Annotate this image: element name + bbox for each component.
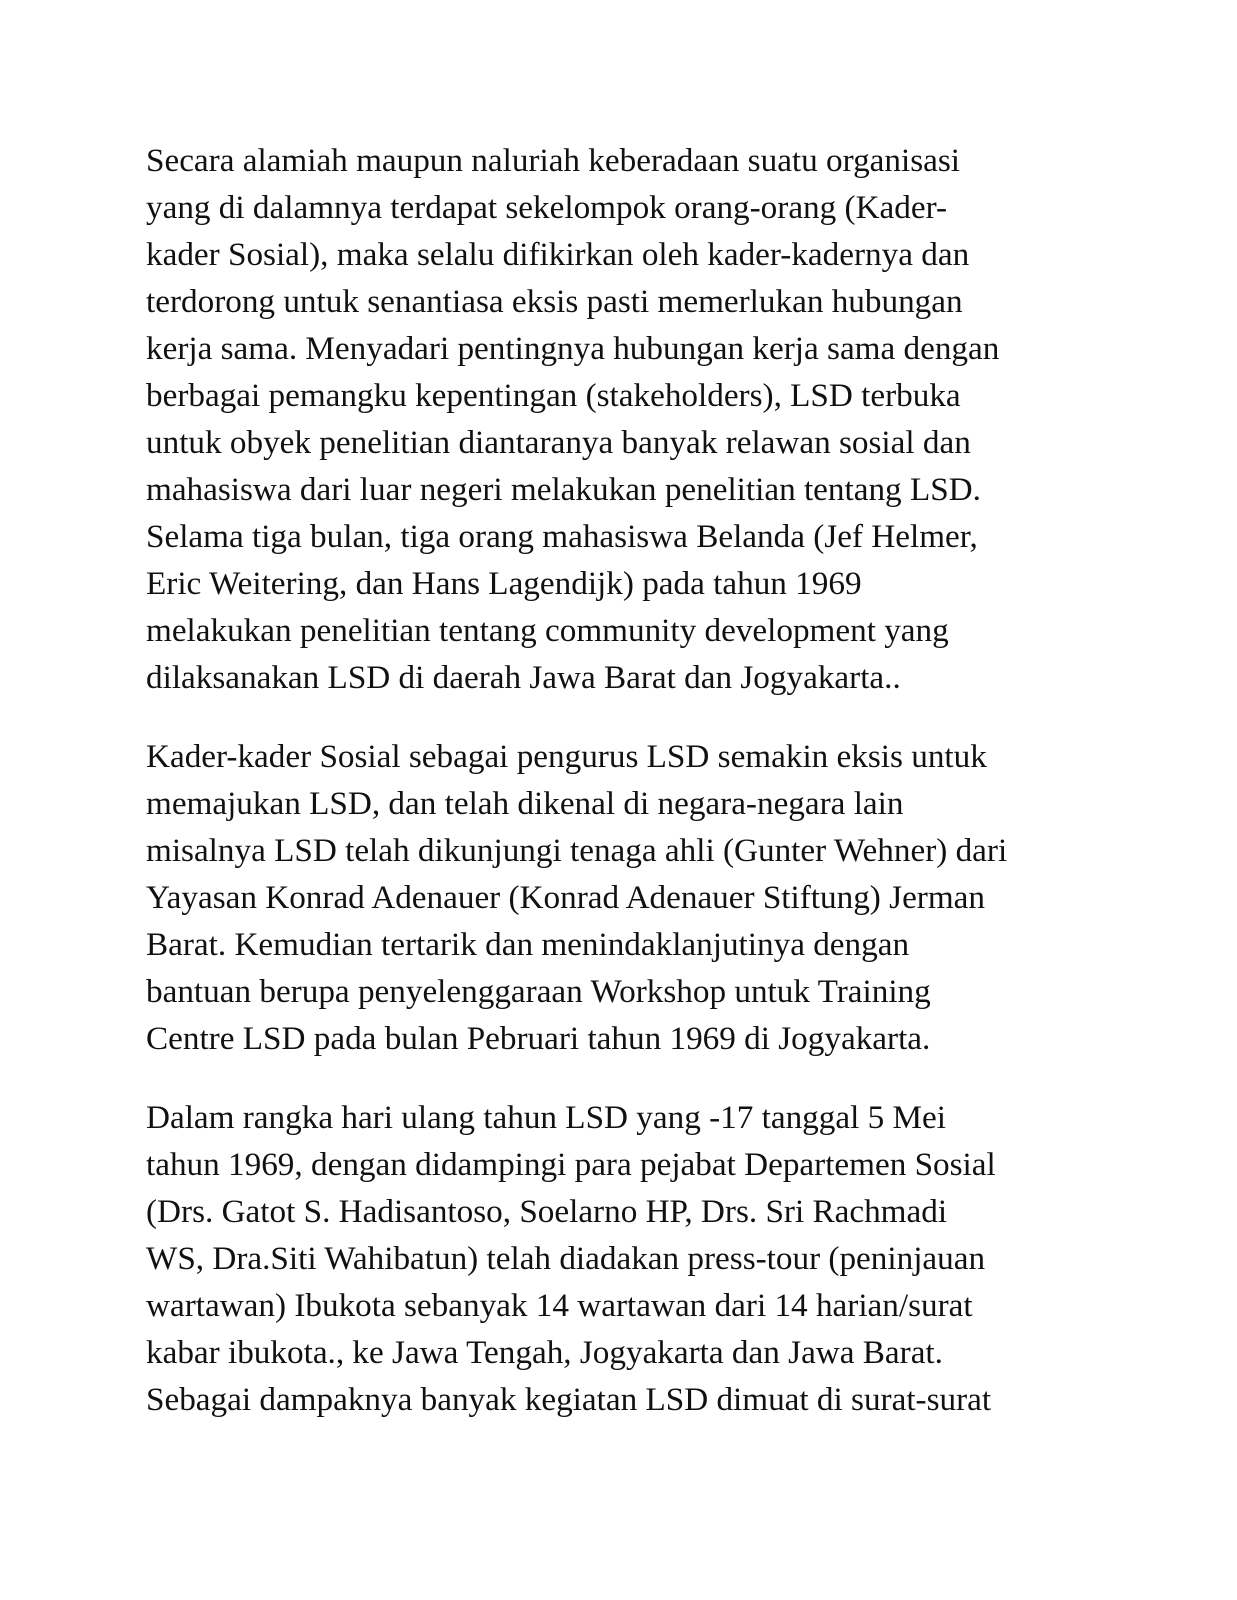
text-line: mahasiswa dari luar negeri melakukan penelitian tentang LSD. — [146, 471, 981, 508]
text-line: wartawan) Ibukota sebanyak 14 wartawan dari 14 harian/surat — [146, 1287, 973, 1324]
text-line: melakukan penelitian tentang community development yang — [146, 612, 949, 649]
text-line: Selama tiga bulan, tiga orang mahasiswa Belanda (Jef Helmer, — [146, 518, 978, 555]
text-line: Eric Weitering, dan Hans Lagendijk) pada tahun 1969 — [146, 565, 862, 602]
text-line: tahun 1969, dengan didampingi para pejabat Departemen Sosial — [146, 1146, 996, 1183]
text-line: (Drs. Gatot S. Hadisantoso, Soelarno HP, Drs. Sri Rachmadi — [146, 1193, 948, 1230]
text-line: berbagai pemangku kepentingan (stakeholders), LSD terbuka — [146, 377, 961, 414]
text-line: Secara alamiah maupun naluriah keberadaan suatu organisasi — [146, 142, 961, 179]
text-line: dilaksanakan LSD di daerah Jawa Barat dan Jogyakarta.. — [146, 659, 901, 696]
paragraph-2 — [146, 733, 1106, 1062]
text-line: Dalam rangka hari ulang tahun LSD yang -17 tanggal 5 Mei — [146, 1099, 946, 1136]
text-line: misalnya LSD telah dikunjungi tenaga ahli (Gunter Wehner) dari — [146, 832, 1008, 869]
text-line: bantuan berupa penyelenggaraan Workshop untuk Training — [146, 973, 931, 1010]
text-line: kader Sosial), maka selalu difikirkan oleh kader-kadernya dan — [146, 236, 970, 273]
text-line: Kader-kader Sosial sebagai pengurus LSD semakin eksis untuk — [146, 738, 987, 775]
text-line: Sebagai dampaknya banyak kegiatan LSD dimuat di surat-surat — [146, 1381, 992, 1418]
text-line: WS, Dra.Siti Wahibatun) telah diadakan press-tour (peninjauan — [146, 1240, 986, 1277]
text-line: untuk obyek penelitian diantaranya banyak relawan sosial dan — [146, 424, 971, 461]
text-line: kerja sama. Menyadari pentingnya hubungan kerja sama dengan — [146, 330, 1000, 367]
text-line: memajukan LSD, dan telah dikenal di negara-negara lain — [146, 785, 904, 822]
document-body — [146, 137, 1106, 1455]
paragraph-3 — [146, 1094, 1106, 1423]
text-line: Centre LSD pada bulan Pebruari tahun 1969 di Jogyakarta. — [146, 1020, 931, 1057]
text-line: kabar ibukota., ke Jawa Tengah, Jogyakarta dan Jawa Barat. — [146, 1334, 943, 1371]
paragraph-1 — [146, 137, 1106, 701]
text-line: Barat. Kemudian tertarik dan menindaklanjutinya dengan — [146, 926, 910, 963]
text-line: Yayasan Konrad Adenauer (Konrad Adenauer Stiftung) Jerman — [146, 879, 985, 916]
text-line: terdorong untuk senantiasa eksis pasti memerlukan hubungan — [146, 283, 963, 320]
text-line: yang di dalamnya terdapat sekelompok orang-orang (Kader- — [146, 189, 948, 226]
